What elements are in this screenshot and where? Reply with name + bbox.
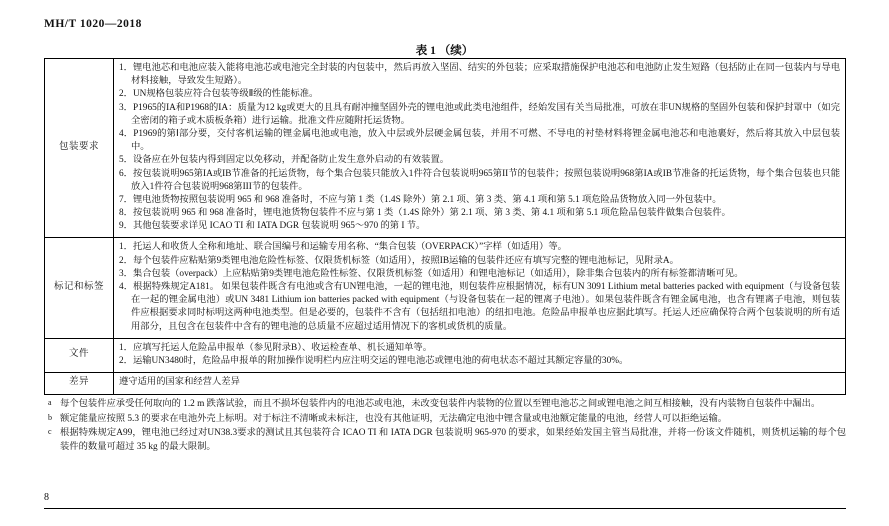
footnote-marker: c <box>48 427 52 437</box>
page-number: 8 <box>44 492 49 503</box>
table-row <box>45 338 846 372</box>
footnote-item <box>44 427 846 454</box>
footnote-text: 额定能量应按照 5.3 的要求在电池外壳上标明。对于标注不清晰或未标注，也没有其他证明，无法确定电池中锂含量或电池额定能量的电池，经营人可以拒绝运输。 <box>60 413 728 424</box>
row-label-documents: 文件 <box>45 338 114 372</box>
row-label-marking: 标记和标签 <box>45 238 114 338</box>
footnote-text: 每个包装件应承受任何取向的 1.2 m 跌落试验，而且不损坏包装件内的电池芯或电池，未改变包装件内装物的位置以至锂电池芯之间或锂电池之间互相接触，没有内装物自包装件中漏出。 <box>60 399 821 409</box>
requirements-table <box>44 58 846 395</box>
text-line: 7．锂电池货物按照包装说明 965 和 968 准备时，不应与第 1 类（1.4S 除外）第 2.1 项、第 3 类、第 4.1 项和第 5.1 项危险品货物放入同一外包装中。 <box>119 194 722 205</box>
footnote-item <box>44 398 846 412</box>
table-caption: 表 1 （续） <box>415 45 474 57</box>
text-line: 遵守适用的国家和经营人差异 <box>119 377 240 388</box>
text-line: 4．根据特殊规定A181。 如果包装件既含有电池或含有UN锂电池，一起的锂电池，则包装件应根据情况，标有UN 3091 Lithium metal batteries packed with equipment（与设备包装在一起的锂金属电池）或UN 3481 Lithium ion batteries packed with equipment（与设备包装在一起的锂离子电池）。如果包装件既含有锂金属电池，也含有锂离子电池，则包装件应根据要求同时标明这两种电池类型。但是必要的，包装件不含有（包括纽扣电池）的纽扣电池。危险品申报单也应据此填写。托运人还应确保符合两个包装说明的所有适用部分，且包含在包装件中含有的锂电池的总质量不应超过适用情况下的客机或货机的质量。 <box>119 282 840 332</box>
row-content-variations <box>114 373 846 394</box>
footnote-text: 根据特殊规定A99，锂电池已经过对UN38.3要求的测试且其包装符合 ICAO TI 和 IATA DGR 包装说明 965-970 的要求，如果经始发国主管当局批准，并将一份该文件随机，则货机运输的每个包装件的数量可超过 35 kg 的最大限制。 <box>60 428 846 452</box>
row-label-packaging: 包装要求 <box>45 59 114 238</box>
footnote-marker: a <box>48 398 52 407</box>
text-line: 3．P1965的IA和P1968的IA：质量为12 kg或更大的且具有耐冲撞坚固外壳的锂电池或此类电池组件，经始发国有关当局批准，可放在非UN规格的坚固外包装和保护封罩中（如完全密闭的箱子或木质板条箱）进行运输。批准文件应随附托运货物。 <box>119 102 840 126</box>
page-header: MH/T 1020—2018 <box>44 18 142 30</box>
footer-divider <box>44 508 846 509</box>
text-line: 5．设备应在外包装内得到固定以免移动，并配备防止发生意外启动的有效装置。 <box>119 155 450 166</box>
footnote-marker: b <box>48 412 52 422</box>
text-line: 6．按包装说明965第IA或IB节准备的托运货物，每个集合包装只能放入1件符合包装说明965第II节的包装件；按照包装说明968第IA或IB节准备的托运货物，每个集合包装也只能放入1件符合包装说明968第III节的包装件。 <box>119 168 840 192</box>
table-row <box>45 59 846 238</box>
text-line: 3．集合包装（overpack）上应粘贴第9类锂电池危险性标签、仅限货机标签（如适用）和锂电池标记（如适用），除非集合包装内的所有标签都清晰可见。 <box>119 268 744 279</box>
footnote-item <box>44 413 846 427</box>
row-content-packaging <box>114 59 846 238</box>
row-content-documents <box>114 338 846 372</box>
footnotes <box>44 398 846 455</box>
text-line: 2．每个包装件应粘贴第9类锂电池危险性标签、仅限货机标签（如适用），按照IB运输的包装件还应有填写完整的锂电池标记，见附录A。 <box>119 255 679 266</box>
text-line: 9．其他包装要求详见 ICAO TI 和 IATA DGR 包装说明 965～970 的第 I 节。 <box>119 221 426 232</box>
text-line: 1．应填写托运人危险品申报单（参见附录B）、收运检查单、机长通知单等。 <box>119 342 432 353</box>
text-line: 8．按包装说明 965 和 968 准备时，锂电池货物包装件不应与第 1 类（1.4S 除外）第 2.1 项、第 3 类、第 4.1 项和第 5.1 项危险品包装件做集合包装件。 <box>119 208 731 219</box>
table-row <box>45 373 846 394</box>
row-content-marking <box>114 238 846 338</box>
row-label-variations: 差异 <box>45 373 114 394</box>
text-line: 2．运输UN3480时，危险品申报单的附加操作说明栏内应注明交运的锂电池芯或锂电池的荷电状态不超过其额定容量的30%。 <box>119 355 629 366</box>
text-line: 4．P1969的第Ⅰ部分要，交付客机运输的锂金属电池或电池，放入中层或外层硬金属包装，并用不可燃、不导电的衬垫材料将锂金属电池芯和电池裹好，然后将其放入中层包装中。 <box>119 128 840 153</box>
table-row <box>45 238 846 338</box>
text-line: 1．托运人和收货人全称和地址、联合国编号和运输专用名称、“集合包装（OVERPACK）”字样（如适用）等。 <box>119 242 567 253</box>
text-line: 2．UN规格包装应符合包装等级Ⅱ级的性能标准。 <box>119 89 319 100</box>
text-line: 1．锂电池芯和电池应装入能将电池芯或电池完全封装的内包装中，然后再放入坚固、结实的外包装；应采取措施保护电池芯和电池防止发生短路（包括防止在同一包装内与导电材料接触，导致发生短路）。 <box>119 63 840 87</box>
